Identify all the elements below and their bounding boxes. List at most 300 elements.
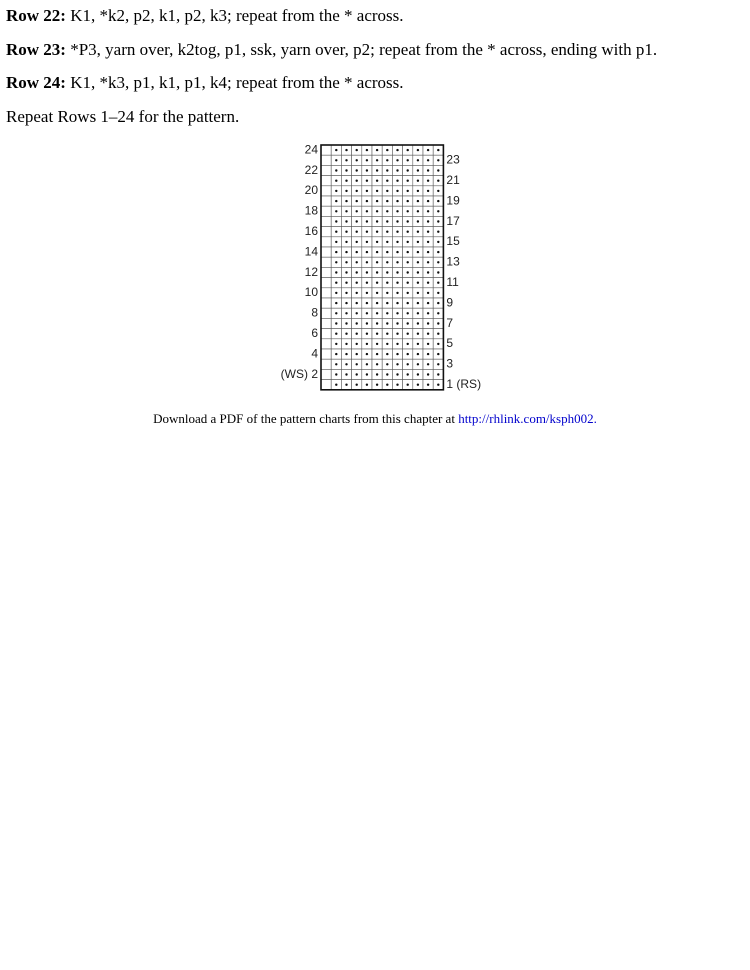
- purl-dot-symbol: [417, 282, 419, 284]
- purl-dot-symbol: [366, 333, 368, 335]
- purl-dot-symbol: [407, 353, 409, 355]
- purl-dot-symbol: [376, 210, 378, 212]
- purl-dot-symbol: [427, 190, 429, 192]
- purl-dot-symbol: [345, 261, 347, 263]
- purl-dot-symbol: [417, 363, 419, 365]
- purl-dot-symbol: [396, 220, 398, 222]
- purl-dot-symbol: [366, 149, 368, 151]
- chart-cell: [321, 349, 331, 359]
- purl-dot-symbol: [407, 302, 409, 304]
- purl-dot-symbol: [356, 200, 358, 202]
- purl-dot-symbol: [366, 210, 368, 212]
- purl-dot-symbol: [356, 231, 358, 233]
- purl-dot-symbol: [366, 159, 368, 161]
- purl-dot-symbol: [376, 292, 378, 294]
- purl-dot-symbol: [417, 210, 419, 212]
- purl-dot-symbol: [366, 261, 368, 263]
- purl-dot-symbol: [386, 210, 388, 212]
- purl-dot-symbol: [356, 384, 358, 386]
- purl-dot-symbol: [376, 373, 378, 375]
- purl-dot-symbol: [386, 302, 388, 304]
- purl-dot-symbol: [417, 231, 419, 233]
- purl-dot-symbol: [437, 220, 439, 222]
- purl-dot-symbol: [437, 159, 439, 161]
- purl-dot-symbol: [356, 373, 358, 375]
- row-number-label: 21: [446, 172, 460, 187]
- purl-dot-symbol: [335, 333, 337, 335]
- purl-dot-symbol: [396, 363, 398, 365]
- purl-dot-symbol: [376, 261, 378, 263]
- purl-dot-symbol: [345, 343, 347, 345]
- purl-dot-symbol: [345, 149, 347, 151]
- purl-dot-symbol: [417, 180, 419, 182]
- row-number-label: 9: [446, 295, 454, 310]
- purl-dot-symbol: [407, 210, 409, 212]
- purl-dot-symbol: [407, 261, 409, 263]
- purl-dot-symbol: [396, 384, 398, 386]
- purl-dot-symbol: [417, 241, 419, 243]
- purl-dot-symbol: [427, 271, 429, 273]
- purl-dot-symbol: [437, 210, 439, 212]
- purl-dot-symbol: [386, 200, 388, 202]
- purl-dot-symbol: [437, 292, 439, 294]
- purl-dot-symbol: [345, 333, 347, 335]
- knitting-chart-svg: [275, 140, 482, 400]
- purl-dot-symbol: [335, 190, 337, 192]
- purl-dot-symbol: [345, 210, 347, 212]
- row-number-label: 17: [446, 213, 460, 228]
- chart-cell: [321, 288, 331, 298]
- purl-dot-symbol: [345, 241, 347, 243]
- purl-dot-symbol: [345, 292, 347, 294]
- purl-dot-symbol: [427, 292, 429, 294]
- purl-dot-symbol: [407, 343, 409, 345]
- row-number-label: 20: [304, 183, 318, 198]
- purl-dot-symbol: [427, 241, 429, 243]
- row-text: *P3, yarn over, k2tog, p1, ssk, yarn over, p2; repeat from the * across, ending with p1.: [65, 40, 658, 59]
- purl-dot-symbol: [427, 200, 429, 202]
- purl-dot-symbol: [417, 302, 419, 304]
- chart-cell: [321, 339, 331, 349]
- purl-dot-symbol: [335, 241, 337, 243]
- purl-dot-symbol: [437, 231, 439, 233]
- purl-dot-symbol: [345, 231, 347, 233]
- purl-dot-symbol: [427, 261, 429, 263]
- purl-dot-symbol: [376, 282, 378, 284]
- chart-cell: [321, 186, 331, 196]
- purl-dot-symbol: [386, 261, 388, 263]
- purl-dot-symbol: [407, 231, 409, 233]
- chart-cell: [321, 318, 331, 328]
- purl-dot-symbol: [437, 241, 439, 243]
- purl-dot-symbol: [407, 373, 409, 375]
- purl-dot-symbol: [376, 159, 378, 161]
- purl-dot-symbol: [345, 312, 347, 314]
- chart-cell: [321, 227, 331, 237]
- purl-dot-symbol: [356, 169, 358, 171]
- purl-dot-symbol: [335, 159, 337, 161]
- purl-dot-symbol: [396, 373, 398, 375]
- purl-dot-symbol: [407, 159, 409, 161]
- purl-dot-symbol: [366, 353, 368, 355]
- chart-cell: [321, 267, 331, 277]
- purl-dot-symbol: [437, 251, 439, 253]
- purl-dot-symbol: [437, 200, 439, 202]
- row-number-label: 14: [304, 244, 318, 259]
- purl-dot-symbol: [366, 271, 368, 273]
- purl-dot-symbol: [396, 343, 398, 345]
- purl-dot-symbol: [345, 373, 347, 375]
- purl-dot-symbol: [356, 363, 358, 365]
- purl-dot-symbol: [366, 190, 368, 192]
- purl-dot-symbol: [345, 363, 347, 365]
- purl-dot-symbol: [417, 292, 419, 294]
- purl-dot-symbol: [407, 322, 409, 324]
- purl-dot-symbol: [335, 312, 337, 314]
- purl-dot-symbol: [376, 302, 378, 304]
- purl-dot-symbol: [396, 149, 398, 151]
- purl-dot-symbol: [376, 200, 378, 202]
- row-number-label: 5: [446, 336, 454, 351]
- purl-dot-symbol: [396, 190, 398, 192]
- purl-dot-symbol: [356, 322, 358, 324]
- purl-dot-symbol: [376, 220, 378, 222]
- pdf-download-link[interactable]: http://rhlink.com/ksph002.: [458, 411, 597, 426]
- purl-dot-symbol: [376, 251, 378, 253]
- chart-cell: [321, 165, 331, 175]
- purl-dot-symbol: [366, 292, 368, 294]
- row-22-instruction: [6, 6, 404, 26]
- purl-dot-symbol: [376, 169, 378, 171]
- purl-dot-symbol: [417, 343, 419, 345]
- purl-dot-symbol: [417, 190, 419, 192]
- purl-dot-symbol: [386, 373, 388, 375]
- purl-dot-symbol: [356, 190, 358, 192]
- chart-cell: [321, 216, 331, 226]
- purl-dot-symbol: [335, 231, 337, 233]
- purl-dot-symbol: [437, 190, 439, 192]
- purl-dot-symbol: [407, 220, 409, 222]
- repeat-instruction: Repeat Rows 1–24 for the pattern.: [6, 107, 240, 126]
- purl-dot-symbol: [396, 241, 398, 243]
- purl-dot-symbol: [437, 302, 439, 304]
- row-label: Row 23:: [6, 40, 66, 59]
- purl-dot-symbol: [407, 384, 409, 386]
- row-number-label: 24: [304, 142, 318, 157]
- purl-dot-symbol: [427, 312, 429, 314]
- purl-dot-symbol: [335, 261, 337, 263]
- purl-dot-symbol: [427, 149, 429, 151]
- purl-dot-symbol: [366, 312, 368, 314]
- purl-dot-symbol: [386, 241, 388, 243]
- purl-dot-symbol: [386, 231, 388, 233]
- purl-dot-symbol: [356, 292, 358, 294]
- purl-dot-symbol: [376, 353, 378, 355]
- purl-dot-symbol: [345, 200, 347, 202]
- purl-dot-symbol: [335, 363, 337, 365]
- row-number-label: 11: [446, 274, 459, 289]
- purl-dot-symbol: [407, 312, 409, 314]
- purl-dot-symbol: [407, 169, 409, 171]
- chart-cell: [321, 369, 331, 379]
- purl-dot-symbol: [335, 271, 337, 273]
- row-number-label: 10: [304, 285, 318, 300]
- purl-dot-symbol: [345, 384, 347, 386]
- purl-dot-symbol: [366, 169, 368, 171]
- purl-dot-symbol: [386, 251, 388, 253]
- purl-dot-symbol: [376, 312, 378, 314]
- purl-dot-symbol: [386, 220, 388, 222]
- purl-dot-symbol: [376, 384, 378, 386]
- purl-dot-symbol: [356, 333, 358, 335]
- row-number-label: 1 (RS): [446, 376, 482, 391]
- purl-dot-symbol: [386, 292, 388, 294]
- purl-dot-symbol: [386, 312, 388, 314]
- purl-dot-symbol: [356, 149, 358, 151]
- purl-dot-symbol: [376, 271, 378, 273]
- purl-dot-symbol: [366, 251, 368, 253]
- purl-dot-symbol: [396, 333, 398, 335]
- purl-dot-symbol: [386, 149, 388, 151]
- purl-dot-symbol: [345, 322, 347, 324]
- purl-dot-symbol: [427, 251, 429, 253]
- chart-cell: [321, 298, 331, 308]
- purl-dot-symbol: [427, 384, 429, 386]
- purl-dot-symbol: [427, 343, 429, 345]
- download-caption: [0, 411, 750, 427]
- purl-dot-symbol: [417, 220, 419, 222]
- purl-dot-symbol: [386, 322, 388, 324]
- chart-cell: [321, 278, 331, 288]
- purl-dot-symbol: [335, 353, 337, 355]
- purl-dot-symbol: [396, 292, 398, 294]
- row-text: K1, *k2, p2, k1, p2, k3; repeat from the * across.: [65, 6, 404, 25]
- purl-dot-symbol: [345, 353, 347, 355]
- purl-dot-symbol: [345, 282, 347, 284]
- purl-dot-symbol: [437, 333, 439, 335]
- purl-dot-symbol: [366, 241, 368, 243]
- purl-dot-symbol: [427, 169, 429, 171]
- purl-dot-symbol: [366, 363, 368, 365]
- purl-dot-symbol: [417, 373, 419, 375]
- purl-dot-symbol: [396, 251, 398, 253]
- purl-dot-symbol: [437, 169, 439, 171]
- purl-dot-symbol: [396, 302, 398, 304]
- purl-dot-symbol: [427, 373, 429, 375]
- purl-dot-symbol: [437, 353, 439, 355]
- purl-dot-symbol: [396, 159, 398, 161]
- purl-dot-symbol: [335, 302, 337, 304]
- purl-dot-symbol: [437, 373, 439, 375]
- purl-dot-symbol: [396, 180, 398, 182]
- purl-dot-symbol: [427, 282, 429, 284]
- purl-dot-symbol: [427, 231, 429, 233]
- purl-dot-symbol: [407, 271, 409, 273]
- purl-dot-symbol: [356, 210, 358, 212]
- purl-dot-symbol: [335, 322, 337, 324]
- purl-dot-symbol: [427, 322, 429, 324]
- purl-dot-symbol: [345, 220, 347, 222]
- purl-dot-symbol: [386, 180, 388, 182]
- purl-dot-symbol: [366, 231, 368, 233]
- purl-dot-symbol: [356, 220, 358, 222]
- row-number-label: 15: [446, 234, 460, 249]
- purl-dot-symbol: [407, 292, 409, 294]
- purl-dot-symbol: [417, 200, 419, 202]
- purl-dot-symbol: [427, 220, 429, 222]
- row-24-instruction: [6, 73, 404, 93]
- purl-dot-symbol: [407, 180, 409, 182]
- row-number-label: 13: [446, 254, 460, 269]
- chart-cell: [321, 176, 331, 186]
- purl-dot-symbol: [356, 271, 358, 273]
- row-number-label: 3: [446, 356, 454, 371]
- chart-cell: [321, 329, 331, 339]
- purl-dot-symbol: [396, 312, 398, 314]
- purl-dot-symbol: [437, 363, 439, 365]
- purl-dot-symbol: [366, 322, 368, 324]
- purl-dot-symbol: [356, 241, 358, 243]
- purl-dot-symbol: [427, 210, 429, 212]
- purl-dot-symbol: [366, 384, 368, 386]
- purl-dot-symbol: [345, 251, 347, 253]
- purl-dot-symbol: [417, 149, 419, 151]
- purl-dot-symbol: [335, 200, 337, 202]
- purl-dot-symbol: [417, 333, 419, 335]
- purl-dot-symbol: [356, 159, 358, 161]
- purl-dot-symbol: [386, 353, 388, 355]
- row-number-label: 4: [311, 346, 318, 361]
- purl-dot-symbol: [417, 384, 419, 386]
- purl-dot-symbol: [437, 261, 439, 263]
- chart-cell: [321, 308, 331, 318]
- purl-dot-symbol: [345, 159, 347, 161]
- purl-dot-symbol: [366, 282, 368, 284]
- purl-dot-symbol: [386, 282, 388, 284]
- purl-dot-symbol: [386, 271, 388, 273]
- purl-dot-symbol: [376, 180, 378, 182]
- purl-dot-symbol: [407, 149, 409, 151]
- row-number-label: (WS) 2: [280, 366, 318, 381]
- purl-dot-symbol: [427, 180, 429, 182]
- purl-dot-symbol: [427, 353, 429, 355]
- purl-dot-symbol: [356, 251, 358, 253]
- row-number-label: 19: [446, 193, 460, 208]
- purl-dot-symbol: [335, 282, 337, 284]
- purl-dot-symbol: [396, 169, 398, 171]
- purl-dot-symbol: [407, 241, 409, 243]
- purl-dot-symbol: [437, 282, 439, 284]
- purl-dot-symbol: [356, 180, 358, 182]
- purl-dot-symbol: [417, 261, 419, 263]
- purl-dot-symbol: [335, 180, 337, 182]
- purl-dot-symbol: [376, 190, 378, 192]
- purl-dot-symbol: [396, 200, 398, 202]
- caption-text: Download a PDF of the pattern charts from this chapter at: [153, 411, 459, 426]
- purl-dot-symbol: [386, 384, 388, 386]
- purl-dot-symbol: [437, 149, 439, 151]
- purl-dot-symbol: [407, 282, 409, 284]
- purl-dot-symbol: [417, 353, 419, 355]
- chart-cell: [321, 257, 331, 267]
- purl-dot-symbol: [427, 159, 429, 161]
- purl-dot-symbol: [356, 282, 358, 284]
- purl-dot-symbol: [396, 231, 398, 233]
- chart-cell: [321, 145, 331, 155]
- purl-dot-symbol: [386, 363, 388, 365]
- purl-dot-symbol: [345, 302, 347, 304]
- knitting-chart: [275, 140, 482, 400]
- purl-dot-symbol: [417, 322, 419, 324]
- purl-dot-symbol: [386, 343, 388, 345]
- purl-dot-symbol: [376, 322, 378, 324]
- purl-dot-symbol: [335, 169, 337, 171]
- purl-dot-symbol: [386, 169, 388, 171]
- purl-dot-symbol: [396, 322, 398, 324]
- row-number-label: 6: [311, 325, 318, 340]
- chart-cell: [321, 359, 331, 369]
- row-23-instruction: [6, 40, 657, 60]
- purl-dot-symbol: [366, 180, 368, 182]
- purl-dot-symbol: [366, 220, 368, 222]
- purl-dot-symbol: [386, 190, 388, 192]
- row-number-label: 18: [304, 203, 318, 218]
- purl-dot-symbol: [427, 333, 429, 335]
- purl-dot-symbol: [396, 210, 398, 212]
- purl-dot-symbol: [345, 180, 347, 182]
- purl-dot-symbol: [366, 373, 368, 375]
- purl-dot-symbol: [376, 343, 378, 345]
- purl-dot-symbol: [437, 343, 439, 345]
- purl-dot-symbol: [335, 251, 337, 253]
- chart-cell: [321, 206, 331, 216]
- purl-dot-symbol: [345, 169, 347, 171]
- purl-dot-symbol: [396, 353, 398, 355]
- purl-dot-symbol: [335, 384, 337, 386]
- purl-dot-symbol: [366, 302, 368, 304]
- purl-dot-symbol: [335, 373, 337, 375]
- purl-dot-symbol: [345, 190, 347, 192]
- purl-dot-symbol: [356, 302, 358, 304]
- purl-dot-symbol: [376, 149, 378, 151]
- purl-dot-symbol: [366, 343, 368, 345]
- purl-dot-symbol: [417, 312, 419, 314]
- purl-dot-symbol: [376, 231, 378, 233]
- purl-dot-symbol: [407, 200, 409, 202]
- purl-dot-symbol: [376, 241, 378, 243]
- purl-dot-symbol: [335, 220, 337, 222]
- purl-dot-symbol: [386, 159, 388, 161]
- purl-dot-symbol: [376, 363, 378, 365]
- row-number-label: 16: [304, 223, 318, 238]
- purl-dot-symbol: [407, 251, 409, 253]
- purl-dot-symbol: [386, 333, 388, 335]
- purl-dot-symbol: [345, 271, 347, 273]
- purl-dot-symbol: [417, 271, 419, 273]
- row-number-label: 8: [311, 305, 318, 320]
- chart-cell: [321, 380, 331, 390]
- row-label: Row 24:: [6, 73, 66, 92]
- purl-dot-symbol: [335, 149, 337, 151]
- purl-dot-symbol: [335, 292, 337, 294]
- chart-cell: [321, 237, 331, 247]
- purl-dot-symbol: [407, 333, 409, 335]
- purl-dot-symbol: [437, 384, 439, 386]
- row-number-label: 22: [304, 162, 318, 177]
- purl-dot-symbol: [427, 302, 429, 304]
- purl-dot-symbol: [366, 200, 368, 202]
- row-text: K1, *k3, p1, k1, p1, k4; repeat from the * across.: [65, 73, 404, 92]
